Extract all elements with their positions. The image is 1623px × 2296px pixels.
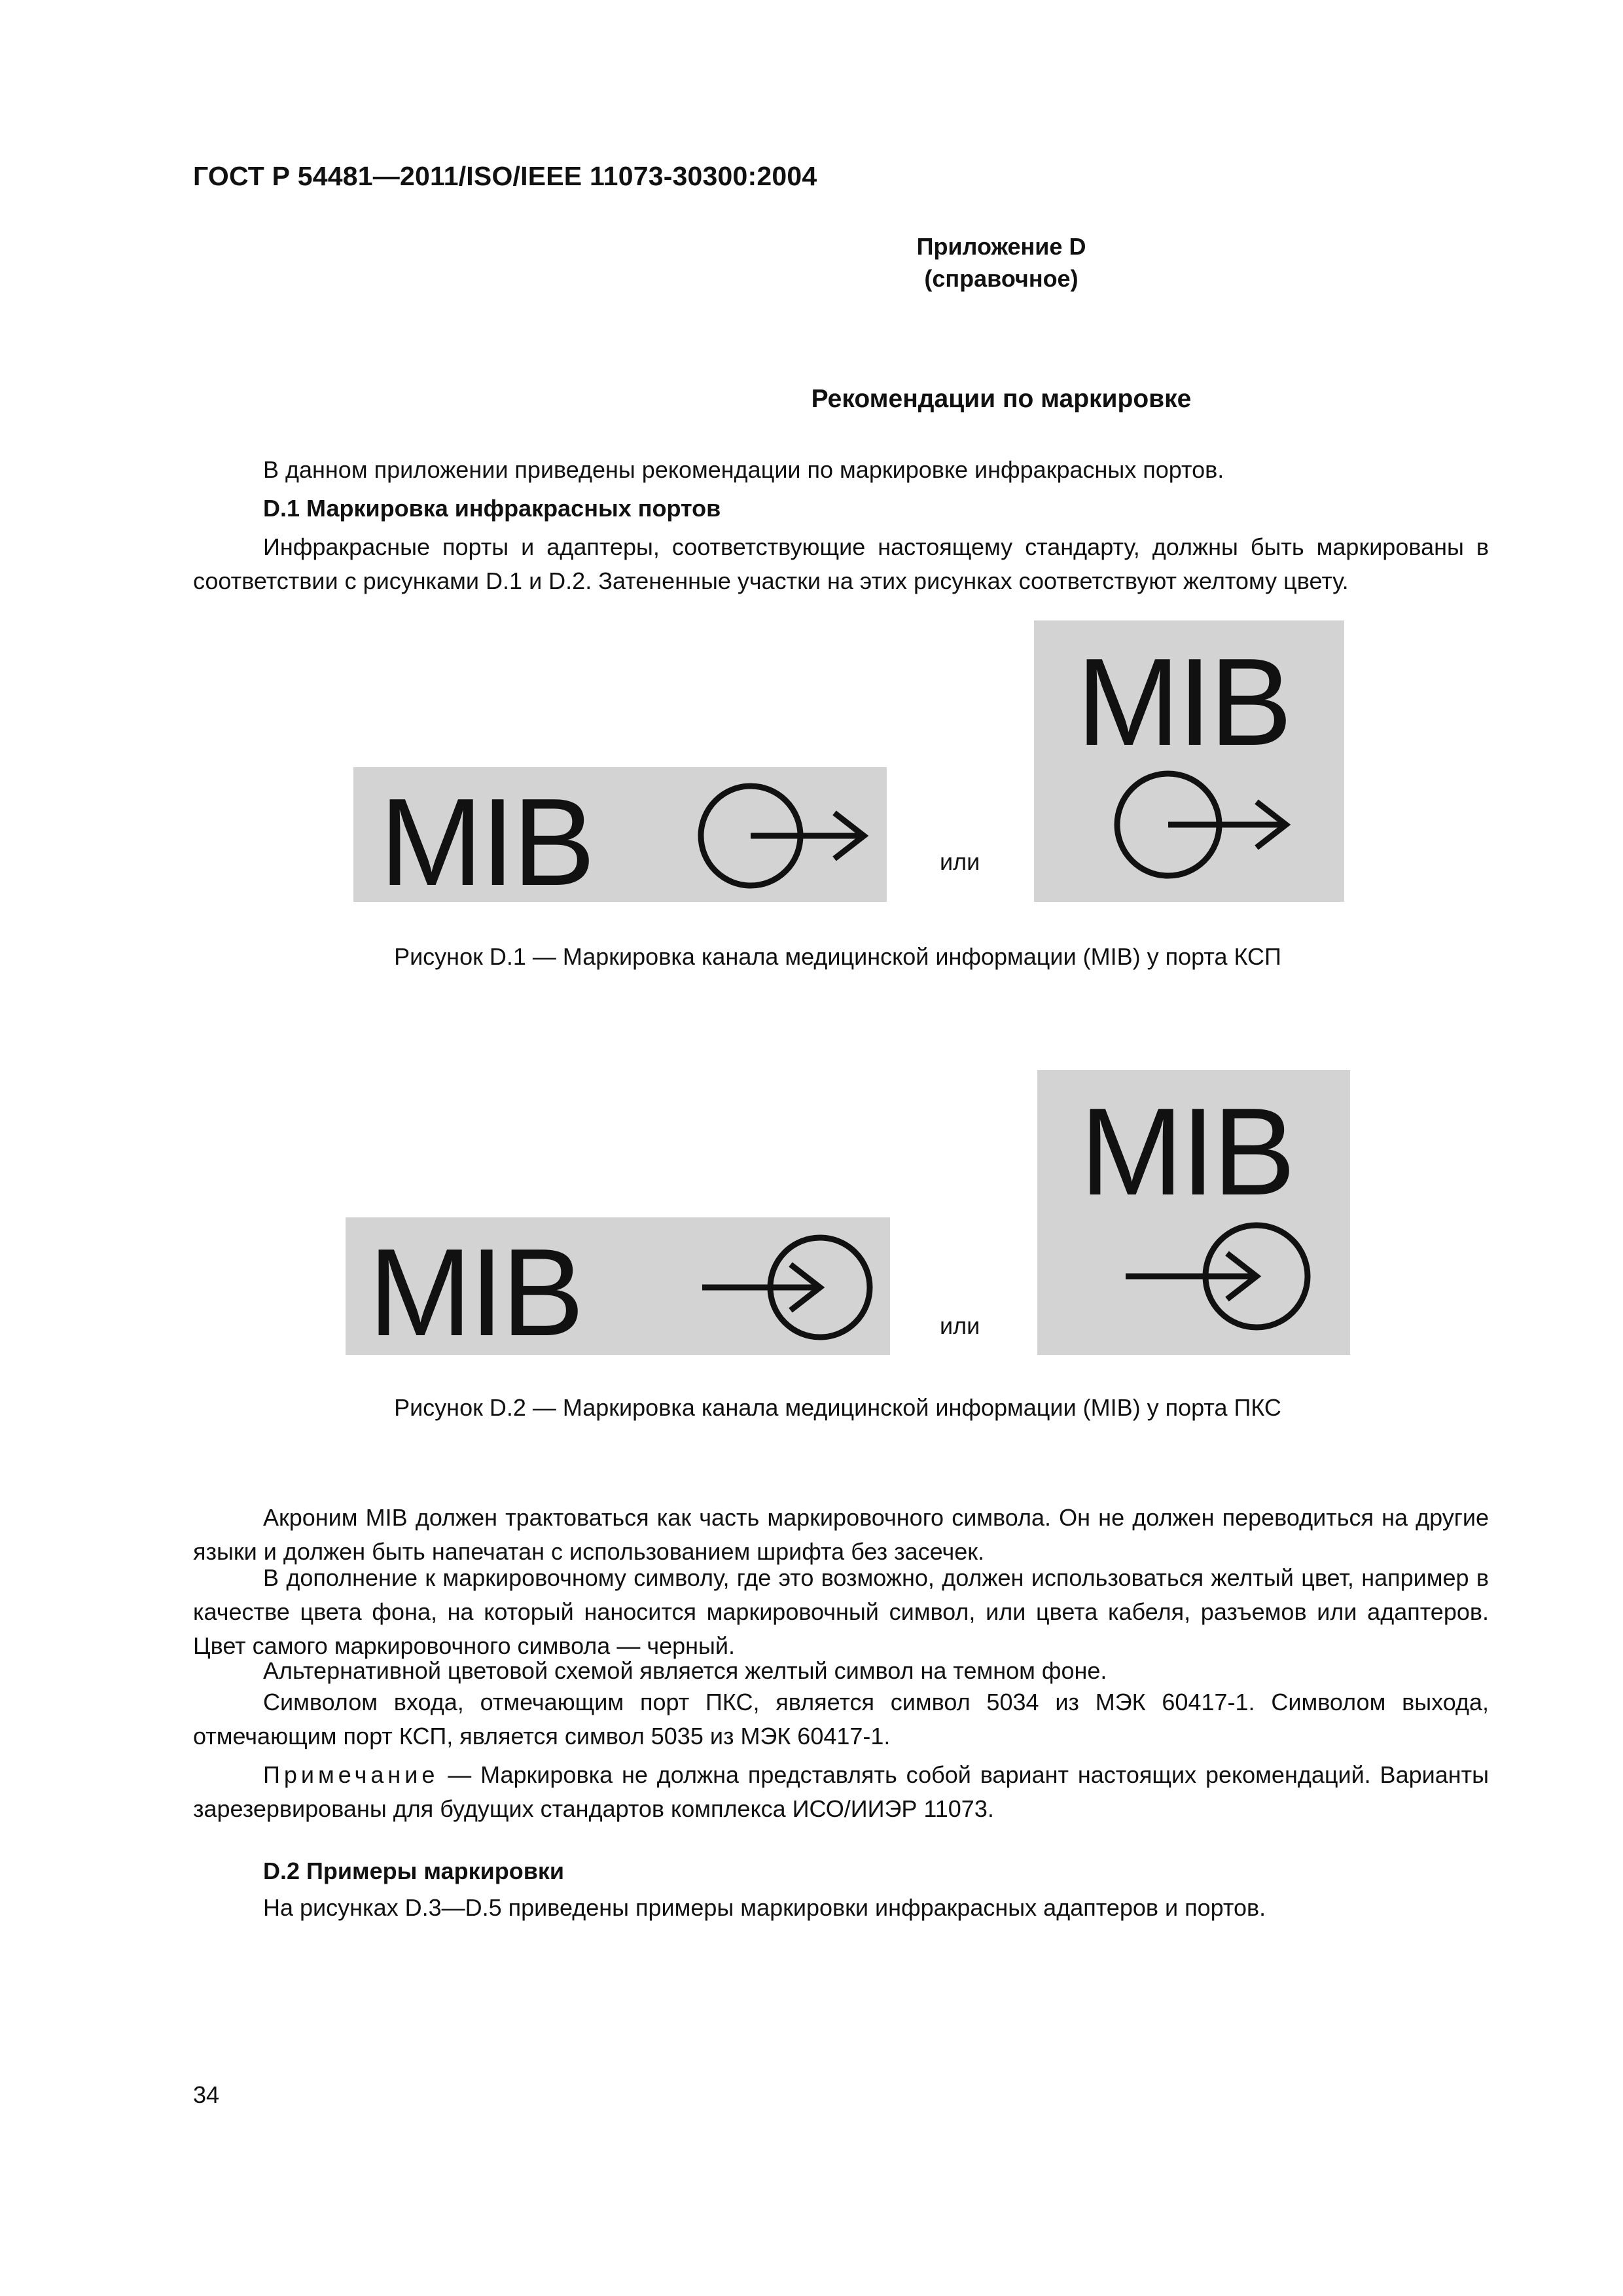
body-paragraph: Символом входа, отмечающим порт ПКС, является символ 5034 из МЭК 60417-1. Символом выхода, отмечающим порт КСП, является символ 5035 из МЭК 60417-1. bbox=[193, 1689, 1489, 1749]
input-port-symbol-icon bbox=[1126, 1217, 1322, 1335]
appendix-title: Приложение D bbox=[916, 233, 1086, 260]
appendix-subtitle: (справочное) bbox=[924, 265, 1079, 292]
figure-d1-or: или bbox=[940, 848, 980, 875]
mib-label: MIB bbox=[368, 1223, 582, 1362]
section-d1-title: D.1 Маркировка инфракрасных портов bbox=[263, 495, 721, 522]
note-label: Примечание bbox=[263, 1761, 439, 1788]
figure-d1-vertical-panel bbox=[1034, 620, 1344, 902]
main-title: Рекомендации по маркировке bbox=[811, 385, 1192, 413]
section-d1-text: Инфракрасные порты и адаптеры, соответствующие настоящему стандарту, должны быть маркированы в соответствии с рисунками D.1 и D.2. Затененные участки на этих рисунках соответствуют желтому цвету. bbox=[193, 533, 1489, 594]
body-paragraph: Альтернативной цветовой схемой является желтый символ на темном фоне. bbox=[263, 1657, 1107, 1684]
section-d2-title: D.2 Примеры маркировки bbox=[263, 1857, 564, 1884]
input-port-symbol-icon bbox=[702, 1232, 879, 1343]
figure-d2-horizontal-panel bbox=[346, 1217, 890, 1362]
page-number: 34 bbox=[193, 2081, 220, 2108]
figure-d2-or: или bbox=[940, 1312, 980, 1339]
section-d2-text: На рисунках D.3—D.5 приведены примеры маркировки инфракрасных адаптеров и портов. bbox=[263, 1894, 1266, 1921]
output-port-symbol-icon bbox=[694, 780, 877, 891]
figure-d2-vertical-panel bbox=[1037, 1070, 1350, 1355]
body-paragraph: В дополнение к маркировочному символу, где это возможно, должен использоваться желтый цвет, например в качестве цвета фона, на который наносится маркировочный символ, или цвета кабеля, разъемов или адаптеров. Цвет самого маркировочного символа — черный. bbox=[193, 1564, 1489, 1659]
output-port-symbol-icon bbox=[1109, 766, 1306, 884]
figure-d2-caption: Рисунок D.2 — Маркировка канала медицинской информации (MIB) у порта ПКС bbox=[394, 1394, 1281, 1421]
mib-label: MIB bbox=[380, 773, 593, 912]
note-text: — Маркировка не должна представлять собой вариант настоящих рекомендаций. Варианты зарезервированы для будущих стандартов комплекса ИСО/ИИЭР 11073. bbox=[193, 1761, 1489, 1822]
intro-paragraph: В данном приложении приведены рекомендации по маркировке инфракрасных портов. bbox=[263, 456, 1224, 483]
mib-label: MIB bbox=[1077, 633, 1290, 772]
body-paragraph: Акроним MIB должен трактоваться как часть маркировочного символа. Он не должен переводиться на другие языки и должен быть напечатан с использованием шрифта без засечек. bbox=[193, 1504, 1489, 1565]
figure-d1-horizontal-panel bbox=[353, 767, 887, 912]
note-paragraph bbox=[193, 1758, 1489, 1826]
figure-d1-caption: Рисунок D.1 — Маркировка канала медицинской информации (MIB) у порта КСП bbox=[394, 943, 1281, 970]
mib-label: MIB bbox=[1080, 1083, 1293, 1221]
standard-header: ГОСТ Р 54481—2011/ISO/IEEE 11073-30300:2004 bbox=[193, 161, 817, 191]
